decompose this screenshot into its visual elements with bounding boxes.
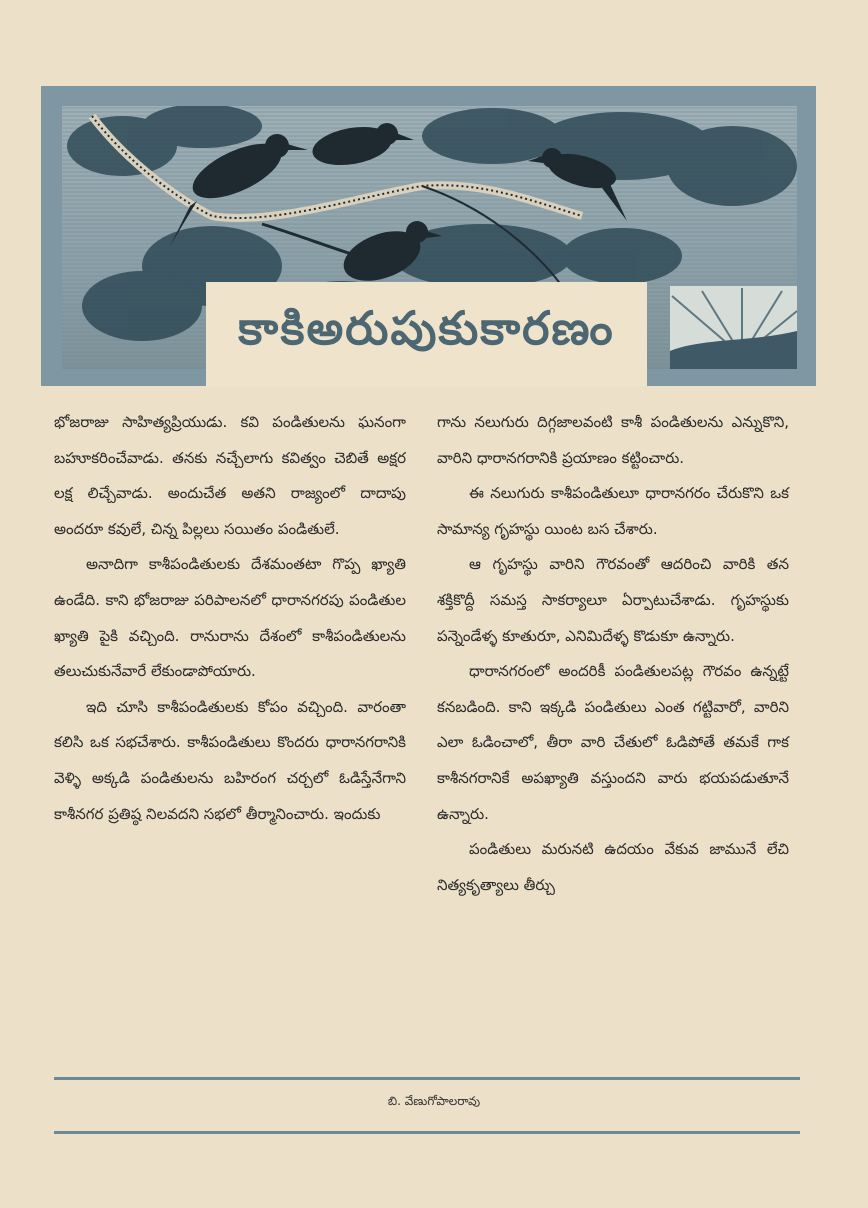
paragraph: ధారానగరంలో అందరికీ పండితులపట్ల గౌరవం ఉన్నట్టే కనబడింది. కాని ఇక్కడి పండితులు ఎంత గట్టివారో, వారిని ఎలా ఓడించాలో, తీరా వారి చేతులో ఓడిపోతే తమకే గాక కాశీనగరానికే అపఖ్యాతి వస్తుందని వారు భయపడుతూనే ఉన్నారు. [437,662,789,823]
left-column [54,405,406,832]
title-box [206,282,647,386]
title-banner [41,86,816,386]
author-byline: బి. వేణుగోపాలరావు [387,1094,481,1108]
footer-divider-bottom [54,1131,800,1134]
paragraph: గాను నలుగురు దిగ్గజాలవంటి కాశీ పండితులను ఎన్నుకొని, వారిని ధారానగరానికి ప్రయాణం కట్టించారు. [437,413,789,467]
paragraph: ఆ గృహస్థు వారిని గౌరవంతో ఆదరించి వారికి తన శక్తికొద్దీ సమస్త సాకర్యాలూ ఏర్పాటుచేశాడు. గృహస్థుకు పన్నెండేళ్ళ కూతురూ, ఎనిమిదేళ్ళ కొడుకూ ఉన్నారు. [437,555,789,645]
right-column [437,405,789,903]
paragraph: పండితులు మరునటి ఉదయం వేకువ జామునే లేచి నిత్యకృత్యాలు తీర్చు [437,840,789,894]
paragraph: అనాదిగా కాశీపండితులకు దేశమంతటా గొప్ప ఖ్యాతి ఉండేది. కాని భోజరాజు పరిపాలనలో ధారానగరపు పండితుల ఖ్యాతి పైకి వచ్చింది. రానురాను దేశంలో కాశీపండితులను తలుచుకునేవారే లేకుండాపోయారు. [54,555,406,681]
paragraph: ఈ నలుగురు కాశీపండితులూ ధారానగరం చేరుకొని ఒక సామాన్య గృహస్థు యింట బస చేశారు. [437,484,789,538]
footer-divider-top [54,1077,800,1080]
paragraph: భోజరాజు సాహిత్యప్రియుడు. కవి పండితులను ఘనంగా బహూకరించేవాడు. తనకు నచ్చేలాగు కవిత్వం చెబితే అక్షర లక్ష లిచ్చేవాడు. అందుచేత అతని రాజ్యంలో దాదాపు అందరూ కవులే, చిన్న పిల్లలు సయితం పండితులే. [54,413,406,538]
paragraph: ఇది చూసి కాశీపండితులకు కోపం వచ్చింది. వారంతా కలిసి ఒక సభచేశారు. కాశీపండితులు కొందరు ధారానగరానికి వెళ్ళి అక్కడి పండితులను బహిరంగ చర్చలో ఓడిస్తేనేగాని కాశీనగర ప్రతిష్ఠ నిలవదని సభలో తీర్మానించారు. ఇందుకు [54,697,406,823]
page-title: కాకిఅరుపుకుకారణం [238,301,615,355]
